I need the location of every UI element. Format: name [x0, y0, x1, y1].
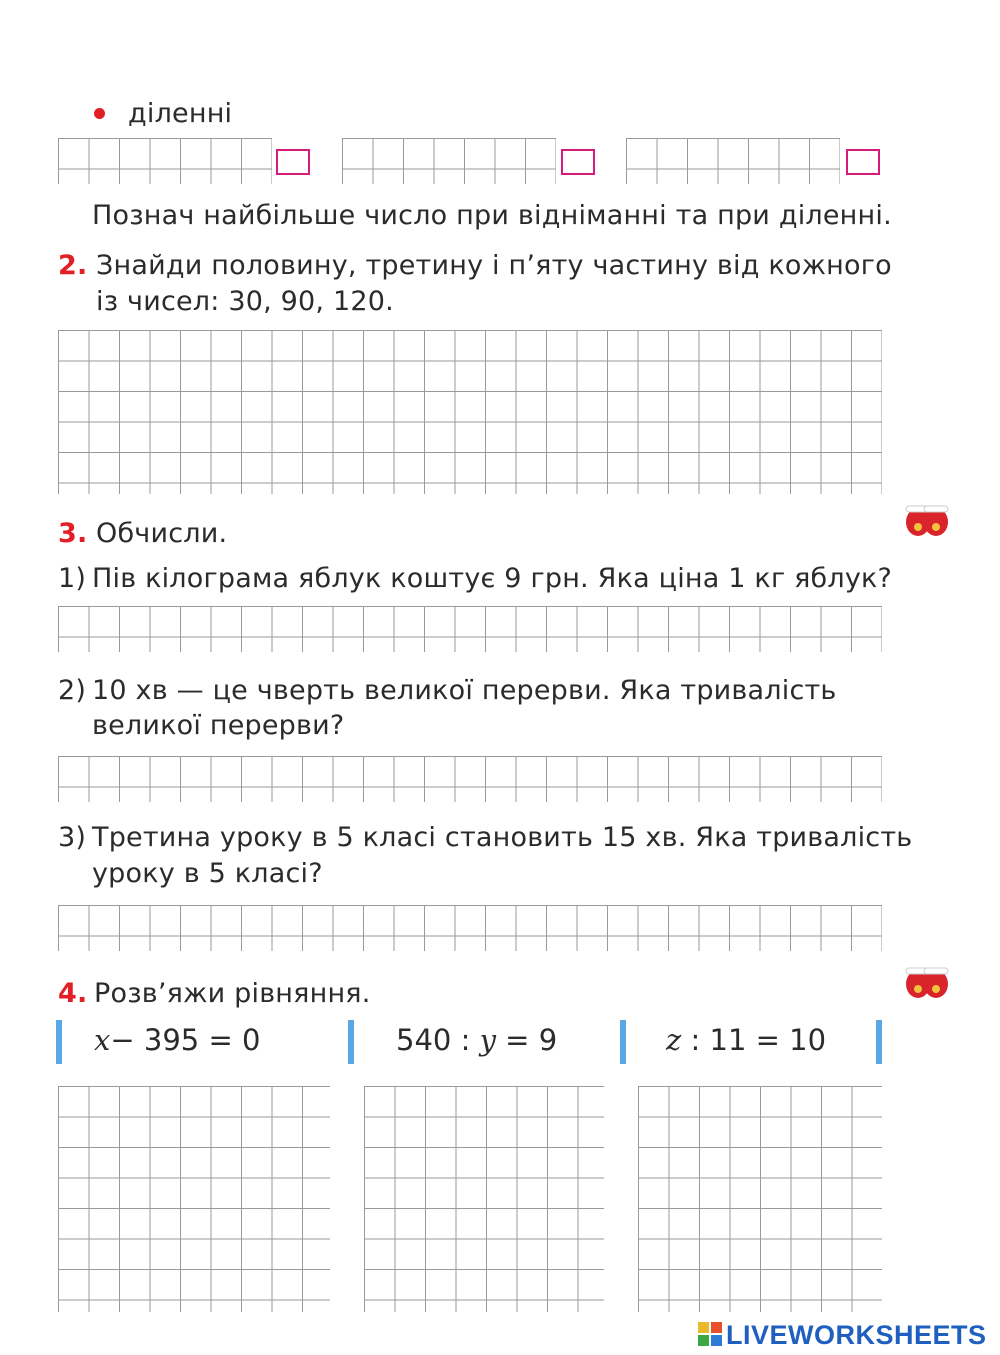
instruction-text: Познач найбільше число при відніманні та при діленні. — [92, 200, 892, 231]
equation-1 — [94, 1020, 260, 1060]
task-2-number: 2. — [58, 250, 88, 281]
mittens-icon — [902, 962, 952, 1002]
equation-3-variable: z — [666, 1023, 682, 1057]
answer-strip-1[interactable] — [58, 138, 272, 184]
equation-3 — [666, 1020, 826, 1060]
task-3-item-3-answer-strip[interactable] — [58, 905, 882, 951]
task-2-text-line2: із чисел: 30, 90, 120. — [96, 286, 394, 317]
mittens-icon — [902, 500, 952, 540]
equation-2-rest: = 9 — [495, 1023, 558, 1057]
equation-divider — [876, 1020, 882, 1064]
answer-box-1[interactable] — [276, 149, 310, 175]
equation-2-variable: y — [479, 1023, 496, 1057]
task-3-item-2-text-line2: великої перерви? — [92, 710, 345, 741]
task-3-item-1-answer-strip[interactable] — [58, 606, 882, 652]
task-4-title: Розв’яжи рівняння. — [94, 978, 371, 1009]
task-3-item-1-text: Пів кілограма яблук коштує 9 грн. Яка ціна 1 кг яблук? — [92, 563, 893, 594]
task-3-title: Обчисли. — [96, 518, 228, 549]
task-4-number: 4. — [58, 978, 88, 1009]
task-3-item-3-text-line1: Третина уроку в 5 класі становить 15 хв. Яка тривалість — [92, 822, 913, 853]
task-3-number: 3. — [58, 518, 88, 549]
task-3-item-1-label: 1) — [58, 563, 87, 594]
task-4-answer-grid-3[interactable] — [638, 1086, 882, 1312]
equation-divider — [620, 1020, 626, 1064]
equation-1-variable: x — [94, 1023, 111, 1057]
equation-divider — [56, 1020, 62, 1064]
task-4-answer-grid-1[interactable] — [58, 1086, 330, 1312]
task-3-item-2-text-line1: 10 хв — це чверть великої перерви. Яка тривалість — [92, 675, 837, 706]
liveworksheets-logo-icon — [698, 1322, 722, 1346]
answer-box-3[interactable] — [846, 149, 880, 175]
task-2-text-line1: Знайди половину, третину і п’яту частину від кожного — [96, 250, 892, 281]
equation-1-rest: − 395 = 0 — [110, 1023, 261, 1057]
task-3-item-3-label: 3) — [58, 822, 87, 853]
equation-2-prefix: 540 : — [396, 1023, 480, 1057]
answer-strip-3[interactable] — [626, 138, 840, 184]
answer-strip-2[interactable] — [342, 138, 556, 184]
equation-3-rest: : 11 = 10 — [681, 1023, 827, 1057]
task-4-answer-grid-2[interactable] — [364, 1086, 604, 1312]
task-3-item-2-label: 2) — [58, 675, 87, 706]
liveworksheets-watermark: LIVEWORKSHEETS — [726, 1320, 987, 1350]
equation-2 — [396, 1020, 557, 1060]
bullet-point — [94, 108, 105, 119]
equation-divider — [348, 1020, 354, 1064]
task-3-item-3-text-line2: уроку в 5 класі? — [92, 858, 323, 889]
answer-box-2[interactable] — [561, 149, 595, 175]
bullet-label: діленні — [128, 98, 233, 129]
task-2-answer-grid[interactable] — [58, 330, 882, 494]
task-3-item-2-answer-strip[interactable] — [58, 756, 882, 802]
